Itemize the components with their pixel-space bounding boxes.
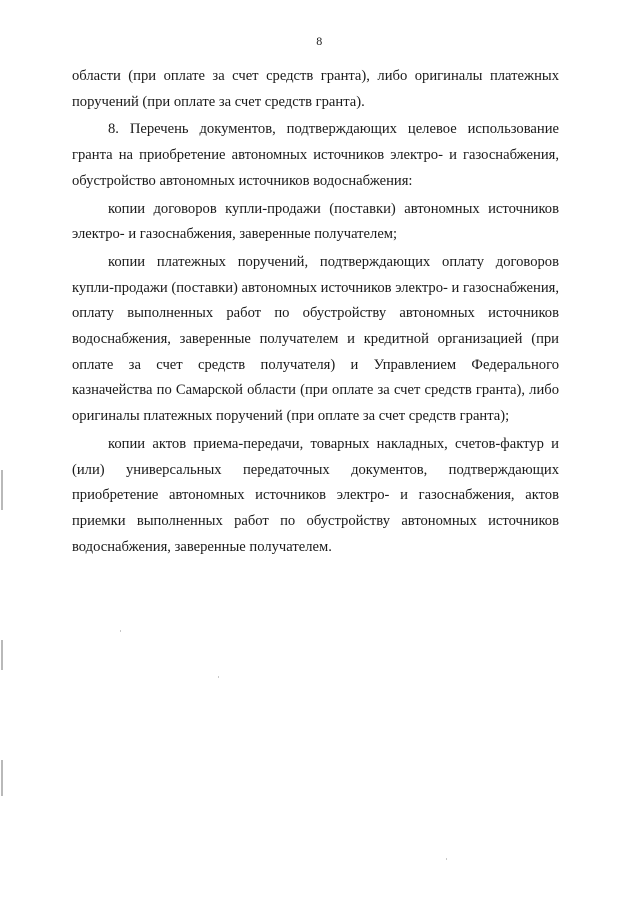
paragraph-contracts: копии договоров купли-продажи (поставки) автономных источников электро- и газоснабжения, заверенные получателем;: [72, 200, 559, 243]
paragraph-item-8: 8. Перечень документов, подтверждающих целевое использование гранта на приобретение автономных источников электро- и газоснабжения, обустройство автономных источников водоснабжения:: [72, 121, 559, 189]
scan-speck: [218, 676, 219, 678]
scan-edge-mark: [1, 470, 3, 510]
document-body: [72, 64, 559, 560]
scan-edge-mark: [1, 640, 3, 670]
scan-speck: [120, 630, 121, 632]
scan-speck: [446, 858, 447, 860]
paragraph-continuation: области (при оплате за счет средств гранта), либо оригиналы платежных поручений (при оплате за счет средств гранта).: [72, 68, 559, 110]
scan-edge-mark: [1, 760, 3, 796]
paragraph-payment-orders: копии платежных поручений, подтверждающих оплату договоров купли-продажи (поставки) автономных источников электро- и газоснабжения, оплату выполненных работ по обустройству автономных источников водоснабжения, заверенные получателем и кредитной организацией (при оплате за счет средств получателя) и Управлением Федерального казначейства по Самарской области (при оплате за счет средств гранта), либо оригиналы платежных поручений (при оплате за счет средств гранта);: [72, 253, 559, 425]
page-number: 8: [316, 34, 323, 48]
paragraph-acceptance-acts: копии актов приема-передачи, товарных накладных, счетов-фактур и (или) универсальных передаточных документов, подтверждающих приобретение автономных источников электро- и газоснабжения, актов приемки выполненных работ по обустройству автономных источников водоснабжения, заверенные получателем.: [72, 435, 559, 555]
